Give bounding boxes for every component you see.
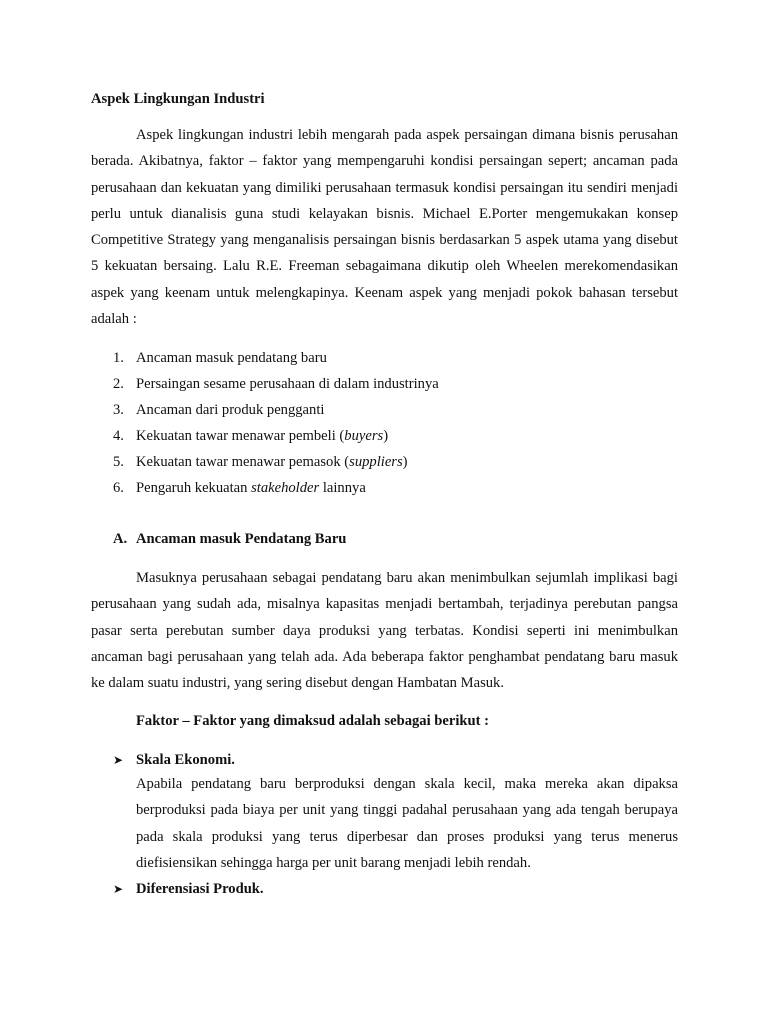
arrow-bullet-icon: ➤ xyxy=(113,882,124,896)
factors-heading: Faktor – Faktor yang dimaksud adalah sebagai berikut : xyxy=(136,713,490,729)
list-item: 2. Persaingan sesame perusahaan di dalam industrinya xyxy=(113,376,439,392)
section-a-paragraph: Masuknya perusahaan sebagai pendatang baru akan menimbulkan sejumlah implikasi bagi perusahaan yang sudah ada, misalnya kapasitas menjadi bertambah, terjadinya perebutan pangsa pasar serta perebutan sumber daya produksi yang terbatas. Kondisi seperti ini menimbulkan ancaman bagi perusahaan yang telah ada. Ada beberapa faktor penghambat pendatang baru masuk ke dalam suatu industri, yang sering disebut dengan Hambatan Masuk. xyxy=(91,570,678,692)
factor-title: Skala Ekonomi. xyxy=(136,752,235,768)
document-title: Aspek Lingkungan Industri xyxy=(91,91,265,107)
list-item: 4. Kekuatan tawar menawar pembeli (buyers) xyxy=(113,428,389,444)
list-item: 1. Ancaman masuk pendatang baru xyxy=(113,350,327,366)
arrow-bullet-icon: ➤ xyxy=(113,753,124,767)
factor-description: Apabila pendatang baru berproduksi dengan skala kecil, maka mereka akan dipaksa berproduksi pada biaya per unit yang tinggi padahal perusahaan yang ada tengah berupaya pada skala produksi yang terus diperbesar dan proses produksi yang terus menerus diefisiensikan sehingga harga per unit barang menjadi lebih rendah. xyxy=(136,776,678,871)
section-a-heading: A. Ancaman masuk Pendatang Baru xyxy=(113,531,347,547)
list-item: 5. Kekuatan tawar menawar pemasok (suppliers) xyxy=(113,454,408,470)
aspects-list xyxy=(91,345,439,501)
list-item: 3. Ancaman dari produk pengganti xyxy=(113,402,325,418)
list-item: 6. Pengaruh kekuatan stakeholder lainnya xyxy=(113,480,366,496)
factor-title: Diferensiasi Produk. xyxy=(136,881,264,897)
intro-paragraph: Aspek lingkungan industri lebih mengarah pada aspek persaingan dimana bisnis perusahan berada. Akibatnya, faktor – faktor yang mempengaruhi kondisi persaingan sepert; ancaman pada perusahaan dan kekuatan yang dimiliki perusahaan termasuk kondisi persaingan itu sendiri menjadi perlu untuk dianalisis guna studi kelayakan bisnis. Michael E.Porter mengemukakan konsep Competitive Strategy yang menganalisis persaingan bisnis berdasarkan 5 aspek utama yang disebut 5 kekuatan bersaing. Lalu R.E. Freeman sebagaimana dikutip oleh Wheelen merekomendasikan aspek yang keenam untuk melengkapinya. Keenam aspek yang menjadi pokok bahasan tersebut adalah : xyxy=(91,127,678,328)
